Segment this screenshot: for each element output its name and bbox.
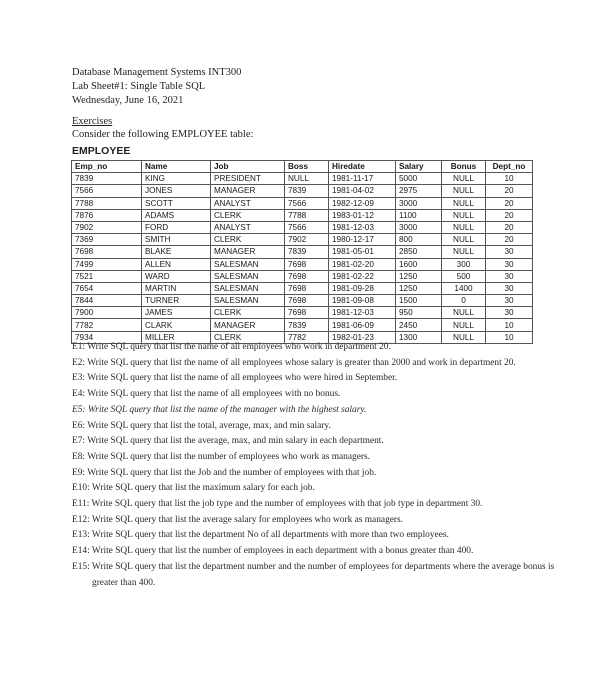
table-cell: CLERK [211, 331, 285, 343]
table-cell: 950 [396, 307, 442, 319]
table-cell: 1600 [396, 258, 442, 270]
table-cell: SALESMAN [211, 282, 285, 294]
table-cell: SALESMAN [211, 270, 285, 282]
table-cell: 20 [486, 234, 533, 246]
exercise-item: E8: Write SQL query that list the number of employees who work as managers. [72, 451, 370, 462]
table-cell: 30 [486, 258, 533, 270]
document-header [72, 66, 241, 108]
table-cell: 0 [442, 295, 486, 307]
exercise-item: E6: Write SQL query that list the total, average, max, and min salary. [72, 420, 331, 431]
column-header: Boss [285, 161, 329, 173]
table-cell: NULL [442, 331, 486, 343]
exercise-item: E11: Write SQL query that list the job type and the number of employees with that job type in department 30. [72, 499, 483, 510]
table-row [72, 258, 533, 270]
table-cell: 3000 [396, 197, 442, 209]
table-row [72, 234, 533, 246]
lab-sheet-title: Lab Sheet#1: Single Table SQL [72, 81, 206, 92]
table-row [72, 307, 533, 319]
table-cell: FORD [142, 221, 211, 233]
table-cell: ADAMS [142, 209, 211, 221]
table-cell: NULL [442, 221, 486, 233]
table-row [72, 319, 533, 331]
table-cell: MANAGER [211, 185, 285, 197]
table-cell: 7902 [285, 234, 329, 246]
table-cell: NULL [442, 173, 486, 185]
column-header: Salary [396, 161, 442, 173]
table-cell: MARTIN [142, 282, 211, 294]
table-row [72, 282, 533, 294]
exercise-item: E1: Write SQL query that list the name of all employees who work in department 20. [72, 342, 391, 352]
table-header-row [72, 161, 533, 173]
table-cell: 7902 [72, 221, 142, 233]
table-cell: 1981-12-03 [329, 307, 396, 319]
exercise-item: E10: Write SQL query that list the maximum salary for each job. [72, 483, 315, 494]
exercise-item: E13: Write SQL query that list the department No of all departments with more than two employees. [72, 530, 449, 541]
table-cell: 1981-02-20 [329, 258, 396, 270]
table-cell: 1981-04-02 [329, 185, 396, 197]
table-cell: 1981-11-17 [329, 173, 396, 185]
table-cell: CLERK [211, 307, 285, 319]
table-cell: NULL [442, 319, 486, 331]
exercise-item: E9: Write SQL query that list the Job and the number of employees with that job. [72, 467, 377, 478]
exercise-item: E4: Write SQL query that list the name of all employees with no bonus. [72, 389, 341, 400]
table-cell: CLARK [142, 319, 211, 331]
table-cell: 7934 [72, 331, 142, 343]
exercise-item: E14: Write SQL query that list the number of employees in each department with a bonus greater than 400. [72, 546, 474, 557]
table-cell: 7782 [285, 331, 329, 343]
table-cell: 7698 [285, 295, 329, 307]
table-cell: 7698 [285, 258, 329, 270]
table-cell: 1250 [396, 270, 442, 282]
table-cell: 7654 [72, 282, 142, 294]
table-cell: KING [142, 173, 211, 185]
exercise-item: E5: Write SQL query that list the name of the manager with the highest salary. [72, 404, 367, 415]
table-cell: 2450 [396, 319, 442, 331]
table-cell: 7698 [285, 270, 329, 282]
table-cell: 1981-05-01 [329, 246, 396, 258]
table-cell: 1981-06-09 [329, 319, 396, 331]
table-cell: 1981-09-08 [329, 295, 396, 307]
table-cell: CLERK [211, 234, 285, 246]
table-cell: 30 [486, 270, 533, 282]
table-cell: 7876 [72, 209, 142, 221]
table-cell: 1400 [442, 282, 486, 294]
table-cell: ANALYST [211, 221, 285, 233]
table-cell: 800 [396, 234, 442, 246]
exercise-list [72, 340, 562, 591]
table-row [72, 209, 533, 221]
table-cell: 1981-02-22 [329, 270, 396, 282]
table-cell: NULL [442, 209, 486, 221]
table-cell: 7782 [72, 319, 142, 331]
exercise-item: E12: Write SQL query that list the average salary for employees who work as managers. [72, 514, 404, 525]
table-cell: ALLEN [142, 258, 211, 270]
table-cell: 5000 [396, 173, 442, 185]
table-cell: SALESMAN [211, 258, 285, 270]
intro-text: Consider the following EMPLOYEE table: [72, 129, 254, 140]
employee-table [71, 160, 533, 344]
table-cell: PRESIDENT [211, 173, 285, 185]
table-cell: 1100 [396, 209, 442, 221]
table-cell: 7839 [285, 185, 329, 197]
table-cell: MANAGER [211, 246, 285, 258]
table-cell: 7698 [72, 246, 142, 258]
table-body [72, 173, 533, 344]
table-cell: 500 [442, 270, 486, 282]
table-cell: 7839 [72, 173, 142, 185]
table-cell: WARD [142, 270, 211, 282]
column-header: Hiredate [329, 161, 396, 173]
table-cell: 1980-12-17 [329, 234, 396, 246]
table-cell: NULL [442, 185, 486, 197]
table-cell: 1982-12-09 [329, 197, 396, 209]
table-cell: 7698 [285, 307, 329, 319]
table-cell: 7521 [72, 270, 142, 282]
table-cell: 7788 [72, 197, 142, 209]
table-cell: 7839 [285, 319, 329, 331]
table-cell: NULL [442, 246, 486, 258]
table-cell: 10 [486, 319, 533, 331]
table-cell: MANAGER [211, 319, 285, 331]
table-row [72, 185, 533, 197]
course-title: Database Management Systems INT300 [72, 67, 242, 78]
table-cell: ANALYST [211, 197, 285, 209]
table-row [72, 221, 533, 233]
table-cell: NULL [285, 173, 329, 185]
table-cell: MILLER [142, 331, 211, 343]
column-header: Emp_no [72, 161, 142, 173]
table-cell: 7698 [285, 282, 329, 294]
table-title: EMPLOYEE [72, 145, 131, 157]
table-cell: CLERK [211, 209, 285, 221]
table-row [72, 246, 533, 258]
table-cell: 7839 [285, 246, 329, 258]
table-cell: 2975 [396, 185, 442, 197]
date-line: Wednesday, June 16, 2021 [72, 95, 184, 106]
table-cell: SALESMAN [211, 295, 285, 307]
table-row [72, 295, 533, 307]
table-cell: 7844 [72, 295, 142, 307]
column-header: Bonus [442, 161, 486, 173]
column-header: Job [211, 161, 285, 173]
table-row [72, 197, 533, 209]
table-cell: BLAKE [142, 246, 211, 258]
table-cell: 30 [486, 246, 533, 258]
table-cell: SMITH [142, 234, 211, 246]
table-cell: 1250 [396, 282, 442, 294]
table-cell: 2850 [396, 246, 442, 258]
table-row [72, 173, 533, 185]
table-cell: 30 [486, 282, 533, 294]
table-cell: 1982-01-23 [329, 331, 396, 343]
table-cell: 1981-12-03 [329, 221, 396, 233]
table-cell: 20 [486, 209, 533, 221]
table-row [72, 270, 533, 282]
table-cell: TURNER [142, 295, 211, 307]
column-header: Dept_no [486, 161, 533, 173]
table-cell: 7499 [72, 258, 142, 270]
table-cell: 7788 [285, 209, 329, 221]
table-cell: NULL [442, 234, 486, 246]
table-cell: SCOTT [142, 197, 211, 209]
table-cell: NULL [442, 307, 486, 319]
table-cell: 20 [486, 197, 533, 209]
table-cell: 20 [486, 221, 533, 233]
table-cell: 7566 [72, 185, 142, 197]
table-cell: 7369 [72, 234, 142, 246]
table-cell: 1300 [396, 331, 442, 343]
exercise-item: E15: Write SQL query that list the department number and the number of employees for departments where the average bonus is greater than 400. [72, 561, 555, 588]
table-cell: 1981-09-28 [329, 282, 396, 294]
column-header: Name [142, 161, 211, 173]
table-cell: 7566 [285, 197, 329, 209]
table-cell: JAMES [142, 307, 211, 319]
table-cell: 20 [486, 185, 533, 197]
exercise-item: E2: Write SQL query that list the name of all employees whose salary is greater than 2000 and work in department 20. [72, 357, 516, 368]
table-cell: 7566 [285, 221, 329, 233]
table-cell: 3000 [396, 221, 442, 233]
exercise-item: E3: Write SQL query that list the name of all employees who were hired in September. [72, 373, 398, 384]
table-cell: 30 [486, 307, 533, 319]
table-cell: NULL [442, 197, 486, 209]
table-cell: 30 [486, 295, 533, 307]
exercise-item: E7: Write SQL query that list the average, max, and min salary in each department. [72, 436, 384, 447]
table-cell: JONES [142, 185, 211, 197]
table-cell: 300 [442, 258, 486, 270]
table-cell: 7900 [72, 307, 142, 319]
table-cell: 1500 [396, 295, 442, 307]
table-cell: 1983-01-12 [329, 209, 396, 221]
table-cell: 10 [486, 173, 533, 185]
exercises-heading: Exercises [72, 116, 113, 127]
table-cell: 10 [486, 331, 533, 343]
